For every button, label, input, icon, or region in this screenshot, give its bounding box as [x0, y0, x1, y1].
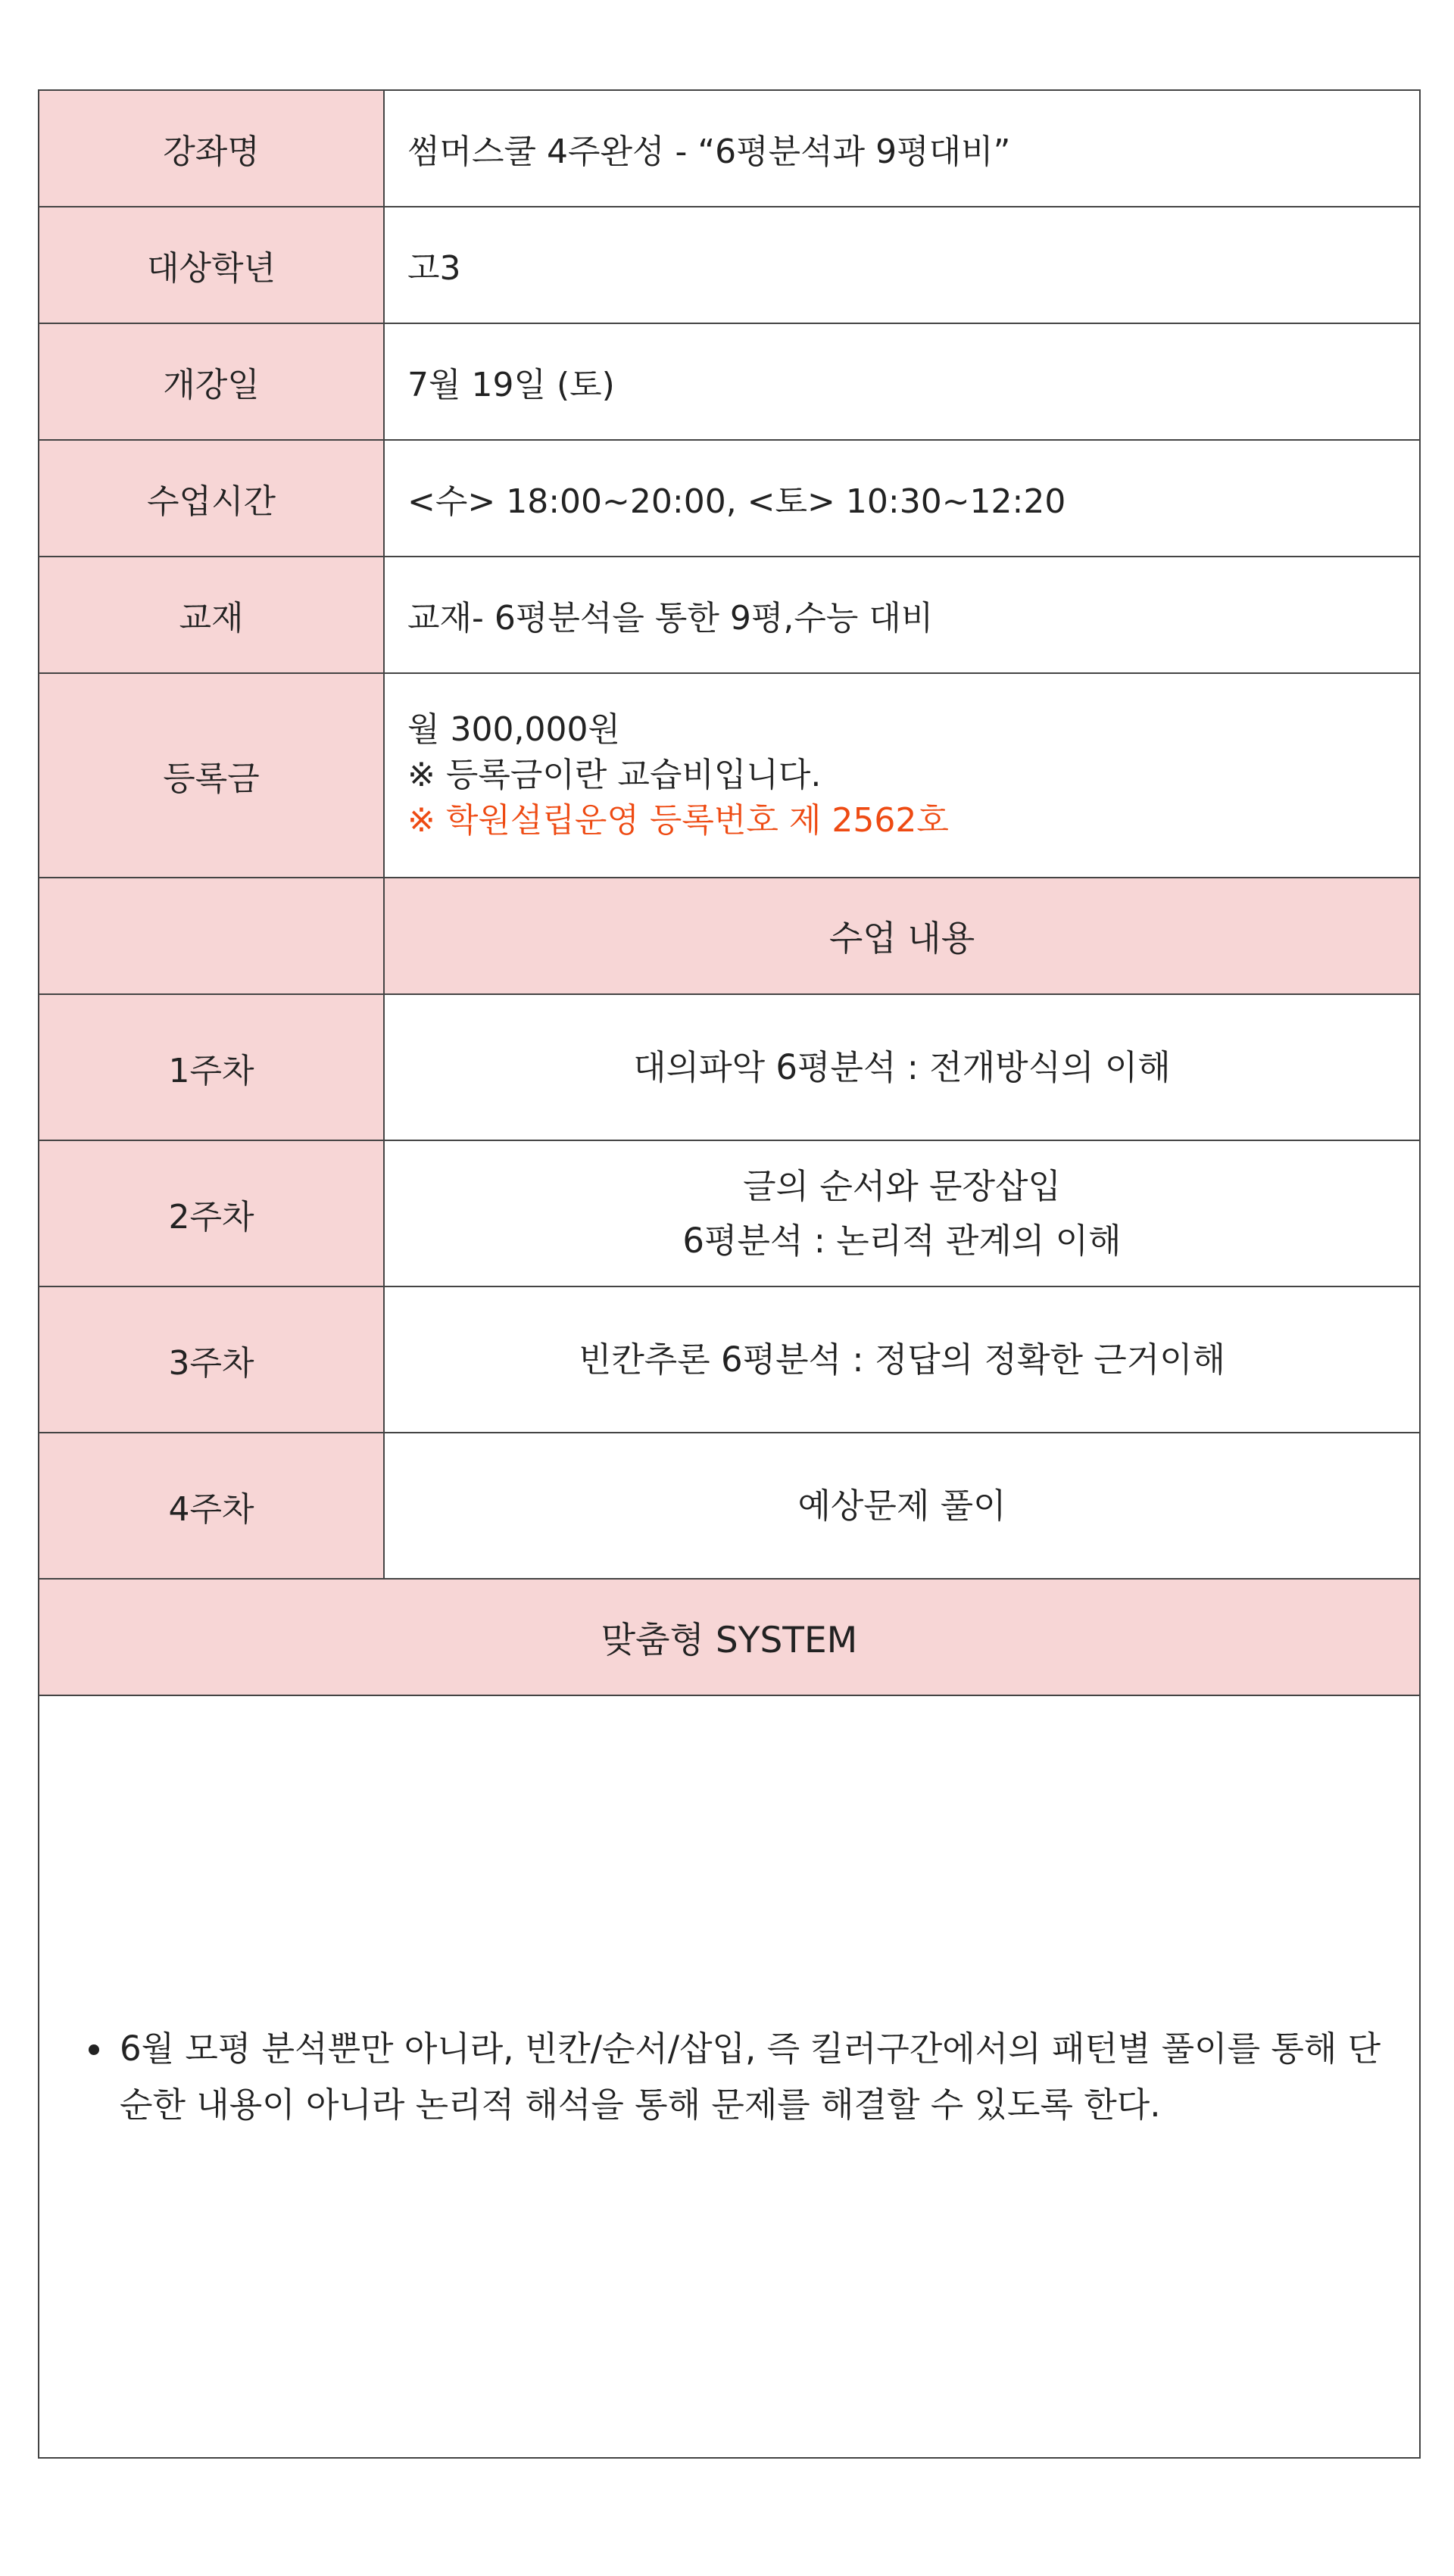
week-1-line-1: 대의파악 6평분석 : 전개방식의 이해	[633, 1046, 1171, 1087]
row-week-1	[39, 995, 1419, 1141]
curriculum-header: 수업 내용	[385, 878, 1419, 993]
system-description	[39, 1696, 1419, 2457]
row-week-2	[39, 1141, 1419, 1287]
label-week-1: 1주차	[39, 995, 385, 1140]
value-week-2	[385, 1141, 1419, 1286]
value-fee	[385, 674, 1419, 877]
value-textbook: 교재- 6평분석을 통한 9평,수능 대비	[407, 599, 934, 638]
label-fee: 등록금	[39, 674, 385, 877]
fee-registration-number: ※ 학원설립운영 등록번호 제 2562호	[407, 801, 949, 840]
fee-amount: 월 300,000원	[407, 710, 620, 749]
label-class-time: 수업시간	[39, 441, 385, 556]
value-class-time: <수> 18:00~20:00, <토> 10:30~12:20	[407, 482, 1066, 521]
system-title: 맞춤형 SYSTEM	[39, 1580, 1419, 1696]
row-course-name	[39, 91, 1419, 207]
label-course-name: 강좌명	[39, 91, 385, 206]
value-start-date: 7월 19일 (토)	[407, 366, 615, 404]
value-week-3	[385, 1287, 1419, 1432]
label-start-date: 개강일	[39, 324, 385, 439]
row-week-4	[39, 1433, 1419, 1580]
system-bullet: • 6월 모평 분석뿐만 아니라, 빈칸/순서/삽입, 즉 킬러구간에서의 패턴별 풀이를 통해 단순한 내용이 아니라 논리적 해석을 통해 문제를 해결할 수 있도록 한다.	[115, 2021, 1389, 2133]
row-curriculum-header	[39, 878, 1419, 995]
value-week-1	[385, 995, 1419, 1140]
course-info-table	[38, 89, 1421, 2459]
value-target-grade: 고3	[407, 249, 461, 288]
row-class-time	[39, 441, 1419, 557]
week-3-line-1: 빈칸추론 6평분석 : 정답의 정확한 근거이해	[578, 1339, 1226, 1380]
label-week-2: 2주차	[39, 1141, 385, 1286]
value-course-name: 썸머스쿨 4주완성 - “6평분석과 9평대비”	[407, 133, 1011, 171]
week-2-line-1: 글의 순서와 문장삽입	[743, 1165, 1061, 1206]
value-week-4	[385, 1433, 1419, 1578]
system-bullet-list	[77, 2021, 1389, 2133]
label-week-4: 4주차	[39, 1433, 385, 1578]
row-start-date	[39, 324, 1419, 441]
label-week-3: 3주차	[39, 1287, 385, 1432]
fee-note: ※ 등록금이란 교습비입니다.	[407, 756, 822, 794]
row-textbook	[39, 557, 1419, 674]
label-target-grade: 대상학년	[39, 207, 385, 323]
row-week-3	[39, 1287, 1419, 1433]
row-fee	[39, 674, 1419, 878]
fee-lines	[407, 707, 949, 844]
week-2-line-2: 6평분석 : 논리적 관계의 이해	[682, 1220, 1122, 1261]
week-4-line-1: 예상문제 풀이	[797, 1485, 1006, 1526]
row-target-grade	[39, 207, 1419, 324]
label-curriculum-blank	[39, 878, 385, 993]
label-textbook: 교재	[39, 557, 385, 672]
